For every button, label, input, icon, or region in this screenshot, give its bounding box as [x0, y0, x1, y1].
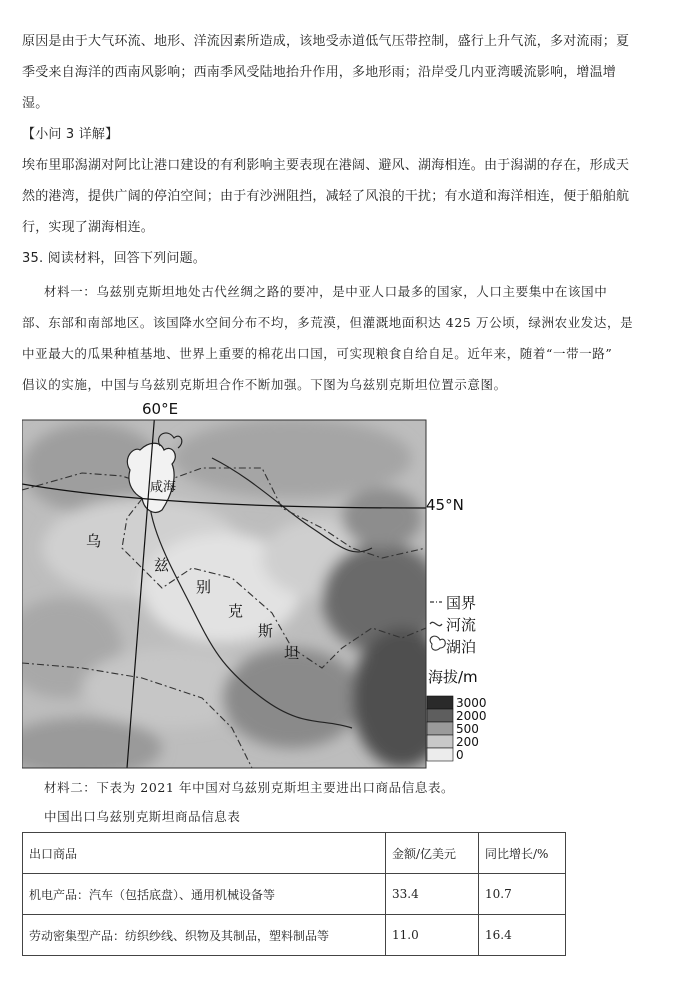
header-goods: 出口商品	[23, 833, 386, 874]
paragraph-2-line-1: 埃布里耶潟湖对阿比让港口建设的有利影响主要表现在港阔、避风、湖海相连。由于潟湖的存在，形成天	[22, 158, 630, 173]
row-1-growth: 10.7	[479, 874, 566, 915]
row-2-goods: 劳动密集型产品：纺织纱线、织物及其制品，塑料制品等	[23, 915, 386, 956]
question-35: 35. 阅读材料，回答下列问题。	[22, 251, 207, 266]
elevation-value-0: 0	[456, 748, 464, 762]
row-1-amount: 33.4	[386, 874, 479, 915]
elevation-band-3000	[427, 696, 453, 709]
uzbekistan-location-map	[22, 398, 492, 770]
country-char-4: 克	[228, 602, 244, 620]
country-char-3: 别	[196, 578, 212, 596]
legend-border-label: 国界	[446, 594, 477, 612]
legend-lake-label: 湖泊	[446, 638, 477, 656]
map-graphic	[22, 398, 492, 770]
table-row	[23, 915, 566, 956]
material-1-line-2: 部、东部和南部地区。该国降水空间分布不均，多荒漠，但灌溉地面积达 425 万公顷，绿洲农业发达，是	[22, 315, 634, 330]
paragraph-2-line-3: 行，实现了湖海相连。	[22, 220, 155, 235]
elevation-value-3000: 3000	[456, 696, 487, 710]
row-1-goods: 机电产品：汽车（包括底盘）、通用机械设备等	[23, 874, 386, 915]
elevation-value-500: 500	[456, 722, 479, 736]
legend-lake-symbol	[430, 636, 445, 650]
country-char-6: 坦	[284, 644, 300, 662]
row-2-amount: 11.0	[386, 915, 479, 956]
paragraph-2-line-2: 然的港湾，提供广阔的停泊空间；由于有沙洲阻挡，减轻了风浪的干扰；有水道和海洋相连，便于船舶航	[22, 189, 630, 204]
elevation-band-2000	[427, 709, 453, 722]
export-goods-table	[22, 832, 566, 956]
section-heading: 【小问 3 详解】	[22, 127, 119, 142]
paragraph-1-line-2: 季受来自海洋的西南风影响；西南季风受陆地抬升作用，多地形雨；沿岸受几内亚湾暖流影响，增温增	[22, 65, 617, 80]
row-2-growth: 16.4	[479, 915, 566, 956]
table-title: 中国出口乌兹别克斯坦商品信息表	[44, 809, 241, 824]
elevation-band-200	[427, 735, 453, 748]
header-growth: 同比增长/%	[479, 833, 566, 874]
elevation-value-200: 200	[456, 735, 479, 749]
material-2: 材料二：下表为 2021 年中国对乌兹别克斯坦主要进出口商品信息表。	[44, 780, 455, 795]
material-1-line-1: 材料一：乌兹别克斯坦地处古代丝绸之路的要冲，是中亚人口最多的国家，人口主要集中在该国中	[44, 284, 608, 299]
elevation-band-0	[427, 748, 453, 761]
legend-elevation-title: 海拔/m	[428, 668, 478, 686]
table-header-row	[23, 833, 566, 874]
material-1-line-3: 中亚最大的瓜果种植基地、世界上重要的棉花出口国，可实现粮食自给自足。近年来，随着“一带一路”	[22, 346, 613, 361]
elevation-band-500	[427, 722, 453, 735]
elevation-value-2000: 2000	[456, 709, 487, 723]
meridian-label: 60°E	[142, 400, 179, 418]
paragraph-1-line-3: 湿。	[22, 96, 49, 111]
country-char-5: 斯	[258, 622, 274, 640]
country-char-1: 乌	[86, 532, 102, 550]
table-row	[23, 874, 566, 915]
legend-river-label: 河流	[446, 616, 477, 634]
legend-river-symbol	[430, 622, 442, 625]
aral-sea-label: 咸海	[150, 480, 177, 495]
country-char-2: 兹	[154, 556, 170, 574]
paragraph-1-line-1: 原因是由于大气环流、地形、洋流因素所造成，该地受赤道低气压带控制，盛行上升气流，多对流雨；夏	[22, 34, 630, 49]
material-1-line-4: 倡议的实施，中国与乌兹别克斯坦合作不断加强。下图为乌兹别克斯坦位置示意图。	[22, 377, 507, 392]
header-amount: 金额/亿美元	[386, 833, 479, 874]
parallel-label: 45°N	[426, 496, 464, 514]
